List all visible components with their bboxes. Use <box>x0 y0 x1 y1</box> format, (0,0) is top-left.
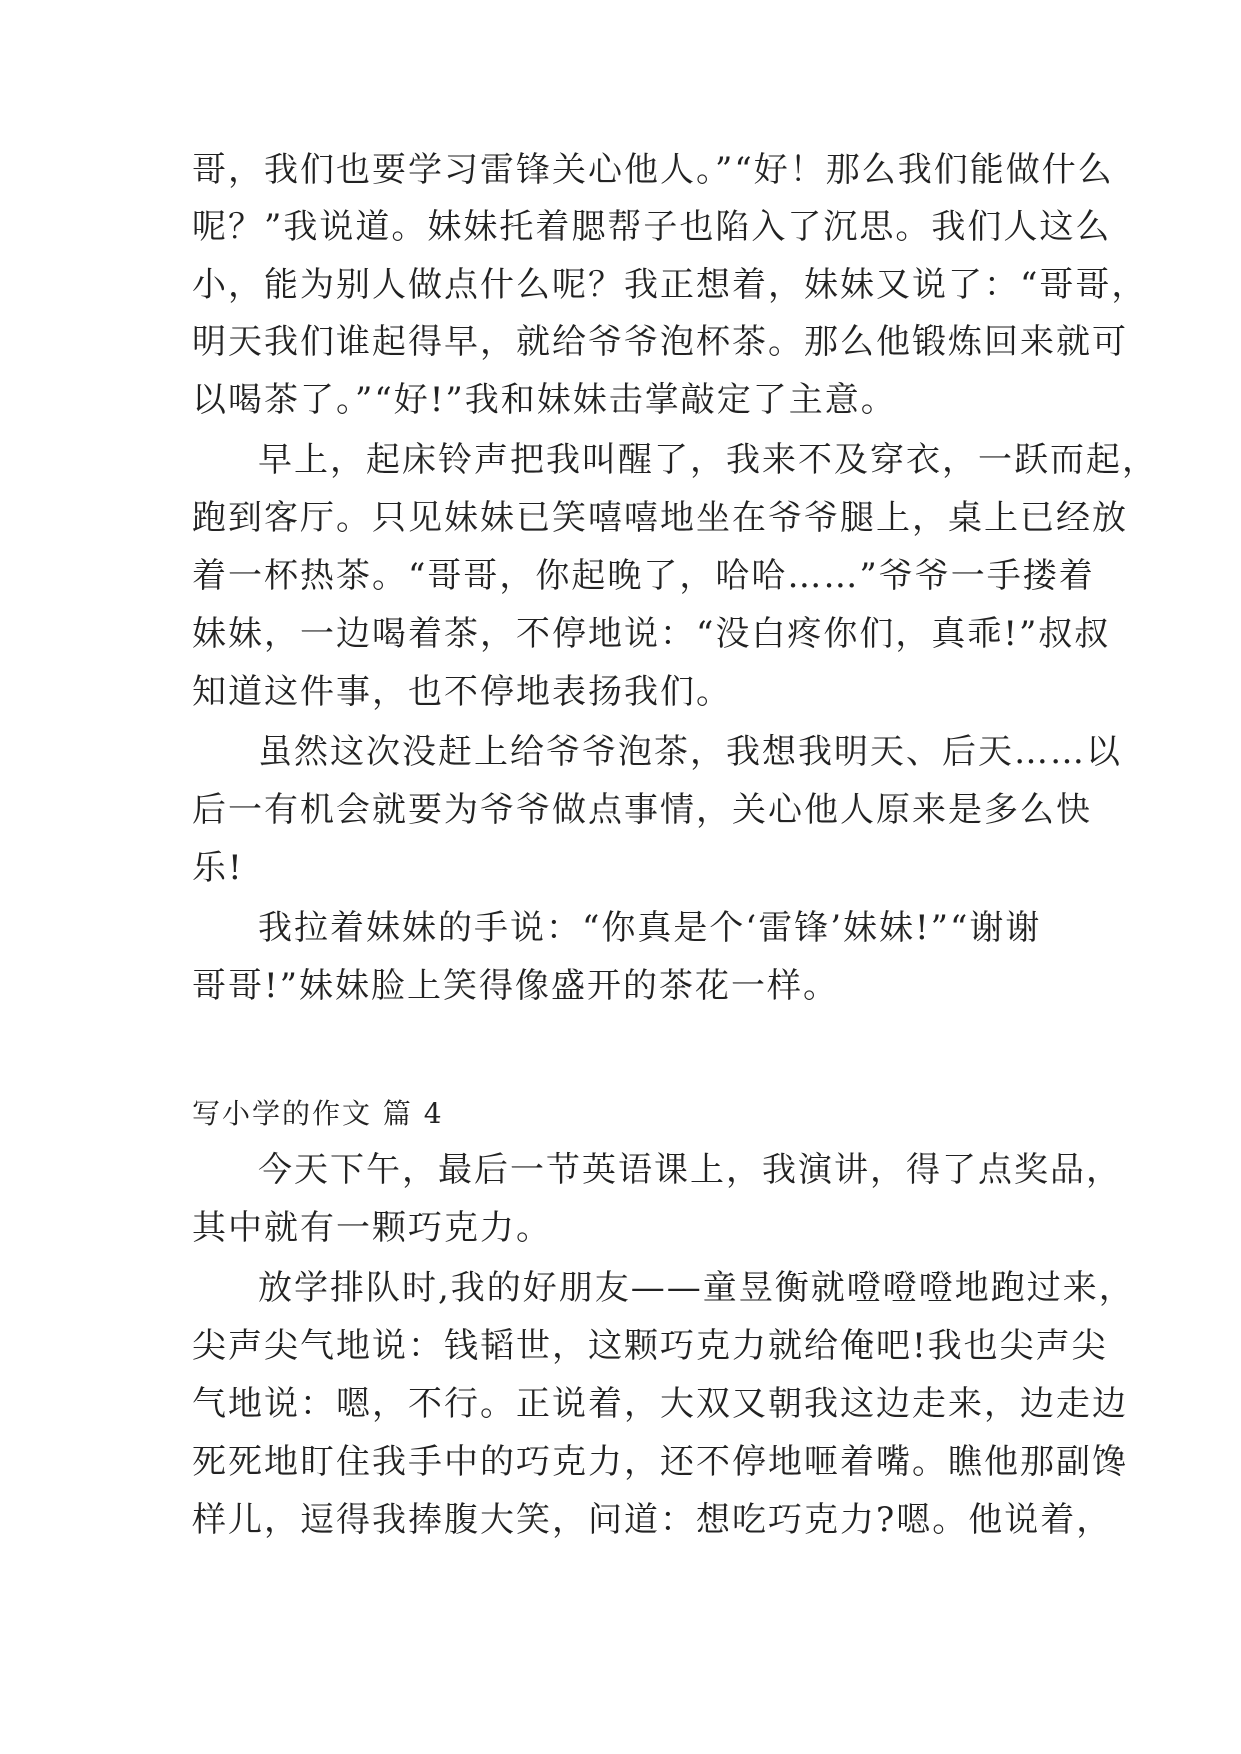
paragraph-line: 尖声尖气地说：钱韬世，这颗巧克力就给俺吧!我也尖声尖 <box>192 1326 1108 1366</box>
paragraph-line: 早上，起床铃声把我叫醒了，我来不及穿衣，一跃而起， <box>258 440 1158 480</box>
paragraph-line: 妹妹，一边喝着茶，不停地说：“没白疼你们，真乖!”叔叔 <box>192 614 1111 654</box>
paragraph-line: 哥哥!”妹妹脸上笑得像盛开的茶花一样。 <box>192 966 840 1006</box>
paragraph-line: 死死地盯住我手中的巧克力，还不停地咂着嘴。瞧他那副馋 <box>192 1442 1128 1482</box>
section-heading: 写小学的作文 篇 4 <box>192 1097 444 1130</box>
paragraph-line: 知道这件事，也不停地表扬我们。 <box>192 672 732 712</box>
paragraph-line: 跑到客厅。只见妹妹已笑嘻嘻地坐在爷爷腿上，桌上已经放 <box>192 498 1128 538</box>
paragraph-line: 小，能为别人做点什么呢？我正想着，妹妹又说了：“哥哥， <box>192 265 1148 305</box>
paragraph-line: 气地说：嗯，不行。正说着，大双又朝我这边走来，边走边 <box>192 1384 1128 1424</box>
paragraph-line: 以喝茶了。”“好!”我和妹妹击掌敲定了主意。 <box>192 380 897 420</box>
paragraph-line: 后一有机会就要为爷爷做点事情，关心他人原来是多么快 <box>192 790 1092 830</box>
paragraph-line: 今天下午，最后一节英语课上，我演讲，得了点奖品， <box>258 1150 1122 1190</box>
paragraph-line: 其中就有一颗巧克力。 <box>192 1208 552 1248</box>
paragraph-line: 哥，我们也要学习雷锋关心他人。”“好！那么我们能做什么 <box>192 150 1114 190</box>
paragraph-line: 放学排队时,我的好朋友——童昱衡就噔噔噔地跑过来， <box>258 1268 1135 1308</box>
paragraph-line: 样儿，逗得我捧腹大笑，问道：想吃巧克力?嗯。他说着， <box>192 1500 1113 1540</box>
paragraph-line: 虽然这次没赶上给爷爷泡茶，我想我明天、后天……以 <box>258 732 1122 772</box>
paragraph-line: 呢？”我说道。妹妹托着腮帮子也陷入了沉思。我们人这么 <box>192 207 1112 247</box>
paragraph-line: 乐! <box>192 848 244 888</box>
paragraph-line: 我拉着妹妹的手说：“你真是个‘雷锋’妹妹!”“谢谢 <box>258 908 1042 948</box>
paragraph-line: 明天我们谁起得早，就给爷爷泡杯茶。那么他锻炼回来就可 <box>192 322 1128 362</box>
paragraph-line: 着一杯热茶。“哥哥，你起晚了，哈哈……”爷爷一手搂着 <box>192 556 1095 596</box>
